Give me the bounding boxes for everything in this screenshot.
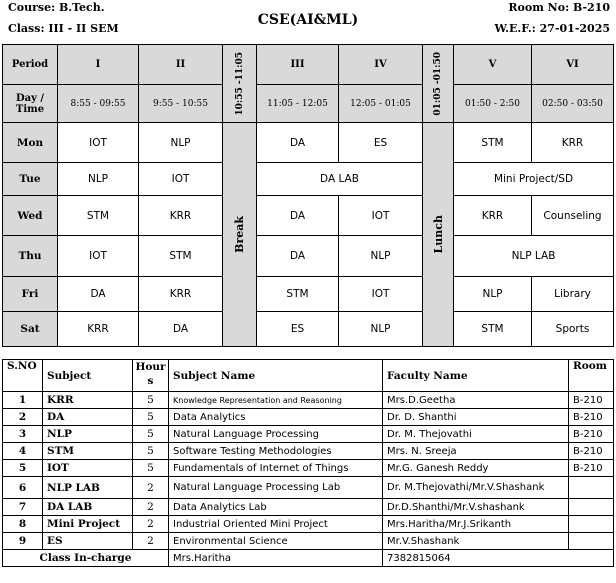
slot: IOT bbox=[339, 196, 423, 236]
period-1: I bbox=[58, 45, 139, 85]
lab-slot: NLP LAB bbox=[454, 236, 614, 277]
subject-sno: 4 bbox=[3, 443, 43, 460]
subject-row bbox=[3, 443, 614, 460]
slot: Sports bbox=[532, 312, 614, 347]
incharge-phone: 7382815064 bbox=[383, 550, 614, 567]
subject-hours: 2 bbox=[133, 477, 169, 499]
subject-row bbox=[3, 409, 614, 426]
slot: ES bbox=[339, 123, 423, 163]
subject-sno: 7 bbox=[3, 499, 43, 516]
subject-code: STM bbox=[43, 443, 133, 460]
time-1: 8:55 - 09:55 bbox=[58, 85, 139, 123]
day-wed: Wed bbox=[3, 196, 58, 236]
page-title: CSE(AI&ML) bbox=[257, 12, 359, 28]
period-2: II bbox=[139, 45, 223, 85]
subject-sno: 9 bbox=[3, 533, 43, 550]
slot: Library bbox=[532, 277, 614, 312]
subject-hours: 2 bbox=[133, 533, 169, 550]
class-label: Class: III - II SEM bbox=[8, 22, 119, 35]
lab-slot: Mini Project/SD bbox=[454, 163, 614, 196]
time-4: 12:05 - 01:05 bbox=[339, 85, 423, 123]
slot: NLP bbox=[339, 236, 423, 277]
faculty-name: Mrs.D.Geetha bbox=[383, 392, 569, 409]
slot: IOT bbox=[58, 123, 139, 163]
subject-sno: 1 bbox=[3, 392, 43, 409]
incharge-name: Mrs.Haritha bbox=[169, 550, 383, 567]
subject-row bbox=[3, 477, 614, 499]
slot: ES bbox=[257, 312, 339, 347]
subject-code: IOT bbox=[43, 460, 133, 477]
slot: DA bbox=[139, 312, 223, 347]
subject-hours: 5 bbox=[133, 460, 169, 477]
subject-row bbox=[3, 460, 614, 477]
incharge-row bbox=[3, 550, 614, 567]
day-tue: Tue bbox=[3, 163, 58, 196]
slot: STM bbox=[139, 236, 223, 277]
slot: NLP bbox=[58, 163, 139, 196]
slot: STM bbox=[257, 277, 339, 312]
subject-hours: 5 bbox=[133, 443, 169, 460]
course-label: Course: B.Tech. bbox=[8, 1, 105, 14]
subject-hours: 5 bbox=[133, 409, 169, 426]
header-sno: S.NO bbox=[3, 360, 43, 392]
subject-sno: 2 bbox=[3, 409, 43, 426]
subject-sno: 3 bbox=[3, 426, 43, 443]
subject-code: KRR bbox=[43, 392, 133, 409]
break-column: Break bbox=[223, 123, 257, 347]
period-5: V bbox=[454, 45, 532, 85]
subject-table bbox=[2, 359, 614, 567]
faculty-name: Mrs.Haritha/Mr.J.Srikanth bbox=[383, 516, 569, 533]
slot: KRR bbox=[532, 123, 614, 163]
subject-room bbox=[569, 499, 614, 516]
slot: NLP bbox=[139, 123, 223, 163]
subject-name: Data Analytics Lab bbox=[169, 499, 383, 516]
subject-code: ES bbox=[43, 533, 133, 550]
subject-room bbox=[569, 516, 614, 533]
period-3: III bbox=[257, 45, 339, 85]
period-6: VI bbox=[532, 45, 614, 85]
faculty-name: Mrs. N. Sreeja bbox=[383, 443, 569, 460]
subject-room: B-210 bbox=[569, 392, 614, 409]
subject-room: B-210 bbox=[569, 443, 614, 460]
subject-room: B-210 bbox=[569, 409, 614, 426]
subject-name: Natural Language Processing Lab bbox=[169, 477, 383, 499]
faculty-name: Dr. D. Shanthi bbox=[383, 409, 569, 426]
period-label: Period bbox=[3, 45, 58, 85]
subject-name: Environmental Science bbox=[169, 533, 383, 550]
subject-code: NLP bbox=[43, 426, 133, 443]
period-4: IV bbox=[339, 45, 423, 85]
subject-hours: 2 bbox=[133, 516, 169, 533]
break-time: 10:55 -11:05 bbox=[223, 45, 257, 123]
subject-row bbox=[3, 516, 614, 533]
slot: KRR bbox=[139, 196, 223, 236]
subject-hours: 2 bbox=[133, 499, 169, 516]
subject-hours: 5 bbox=[133, 426, 169, 443]
slot: DA bbox=[257, 123, 339, 163]
slot: IOT bbox=[139, 163, 223, 196]
faculty-name: Mr.G. Ganesh Reddy bbox=[383, 460, 569, 477]
slot: KRR bbox=[139, 277, 223, 312]
faculty-name: Dr. M.Thejovathi/Mr.V.Shashank bbox=[383, 477, 569, 499]
slot: NLP bbox=[454, 277, 532, 312]
slot: KRR bbox=[454, 196, 532, 236]
day-thu: Thu bbox=[3, 236, 58, 277]
slot: DA bbox=[257, 236, 339, 277]
day-fri: Fri bbox=[3, 277, 58, 312]
lab-slot: DA LAB bbox=[257, 163, 423, 196]
lunch-time: 01:05 -01:50 bbox=[423, 45, 454, 123]
lunch-column: Lunch bbox=[423, 123, 454, 347]
header-faculty: Faculty Name bbox=[383, 360, 569, 392]
slot: DA bbox=[257, 196, 339, 236]
subject-room bbox=[569, 533, 614, 550]
day-mon: Mon bbox=[3, 123, 58, 163]
faculty-name: Dr.D.Shanthi/Mr.V.shashank bbox=[383, 499, 569, 516]
slot: DA bbox=[58, 277, 139, 312]
wef-label: W.E.F.: 27-01-2025 bbox=[494, 22, 610, 35]
subject-row bbox=[3, 426, 614, 443]
subject-name: Data Analytics bbox=[169, 409, 383, 426]
slot: STM bbox=[454, 312, 532, 347]
subject-name: Knowledge Representation and Reasoning bbox=[169, 392, 383, 409]
subject-sno: 8 bbox=[3, 516, 43, 533]
daytime-label: Day / Time bbox=[3, 85, 58, 123]
subject-name: Fundamentals of Internet of Things bbox=[169, 460, 383, 477]
header-subject: Subject bbox=[43, 360, 133, 392]
time-3: 11:05 - 12:05 bbox=[257, 85, 339, 123]
subject-sno: 6 bbox=[3, 477, 43, 499]
subject-row bbox=[3, 533, 614, 550]
subject-code: Mini Project bbox=[43, 516, 133, 533]
room-label: Room No: B-210 bbox=[508, 1, 610, 14]
slot: NLP bbox=[339, 312, 423, 347]
header-hours: Hours bbox=[133, 360, 169, 392]
subject-room: B-210 bbox=[569, 460, 614, 477]
subject-room: B-210 bbox=[569, 426, 614, 443]
subject-name: Software Testing Methodologies bbox=[169, 443, 383, 460]
subject-row bbox=[3, 392, 614, 409]
subject-room bbox=[569, 477, 614, 499]
header-subject-name: Subject Name bbox=[169, 360, 383, 392]
slot: STM bbox=[454, 123, 532, 163]
subject-code: DA LAB bbox=[43, 499, 133, 516]
subject-row bbox=[3, 499, 614, 516]
subject-code: NLP LAB bbox=[43, 477, 133, 499]
slot: Counseling bbox=[532, 196, 614, 236]
time-6: 02:50 - 03:50 bbox=[532, 85, 614, 123]
slot: IOT bbox=[58, 236, 139, 277]
incharge-label: Class In-charge bbox=[3, 550, 169, 567]
timetable bbox=[2, 44, 614, 347]
subject-sno: 5 bbox=[3, 460, 43, 477]
subject-hours: 5 bbox=[133, 392, 169, 409]
subject-name: Industrial Oriented Mini Project bbox=[169, 516, 383, 533]
time-5: 01:50 - 2:50 bbox=[454, 85, 532, 123]
slot: STM bbox=[58, 196, 139, 236]
subject-name: Natural Language Processing bbox=[169, 426, 383, 443]
header-room: Room bbox=[569, 360, 614, 392]
slot: KRR bbox=[58, 312, 139, 347]
day-sat: Sat bbox=[3, 312, 58, 347]
faculty-name: Mr.V.Shashank bbox=[383, 533, 569, 550]
faculty-name: Dr. M. Thejovathi bbox=[383, 426, 569, 443]
slot: IOT bbox=[339, 277, 423, 312]
subject-code: DA bbox=[43, 409, 133, 426]
time-2: 9:55 - 10:55 bbox=[139, 85, 223, 123]
